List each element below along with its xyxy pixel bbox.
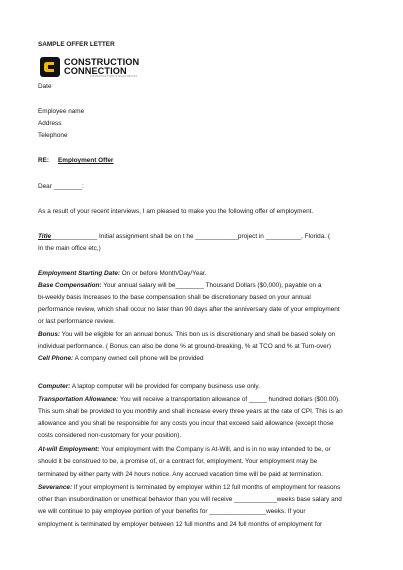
company-logo: [38, 56, 166, 78]
compensation-line-2: bi-weekly basis Increases to the base compensation shall be discretionary based on your annual: [38, 294, 311, 301]
salutation: Dear ________:: [38, 183, 84, 190]
bonus-line: [38, 331, 335, 339]
transportation-line-3: allowance and you shall be responsible for any costs you incur that exceed said allowance (except those: [38, 420, 334, 427]
document-heading: SAMPLE OFFER LETTER: [38, 41, 115, 48]
compensation-label: Base Compensation:: [38, 282, 102, 289]
compensation-line: [38, 282, 321, 290]
transportation-line: [38, 396, 340, 404]
compensation-text: Your annual salary will be________ Thousand Dollars ($0,000), payable on a: [101, 282, 322, 289]
at-will-label: At-will Employment:: [38, 446, 100, 453]
employee-name-line: Employee name: [38, 108, 85, 115]
start-date-text: On or before Month/Day/Year.: [120, 270, 207, 277]
severance-line-3: we will continue to pay employee portion of your benefits for ________________weeks. If your: [38, 508, 306, 515]
title-line-2: In the main office etc,): [38, 245, 101, 252]
logo-text-line2: CONNECTION: [64, 66, 127, 76]
re-line: [38, 157, 113, 165]
cell-phone-label: Cell Phone:: [38, 355, 74, 362]
severance-text: If your employment is terminated by employer within 12 full months of employment for reasons: [72, 484, 341, 491]
at-will-line: [38, 446, 331, 454]
bonus-label: Bonus:: [38, 331, 61, 338]
severance-line-4: employment is terminated by employer between 12 full months and 24 full months of employment for: [38, 521, 323, 528]
severance-line: [38, 484, 340, 492]
intro-paragraph: As a result of your recent interviews, I am pleased to make you the following offer of employment.: [38, 208, 314, 215]
compensation-line-4: or last performance review.: [38, 318, 115, 325]
start-date-line: [38, 270, 206, 278]
start-date-label: Employment Starting Date:: [38, 270, 121, 277]
computer-text: A laptop computer will be provided for company business use only.: [70, 383, 260, 390]
at-will-line-2: should it be construed to be, a promise of, or a contract for, employment. Your employment may be: [38, 458, 318, 465]
re-label: RE:: [38, 157, 50, 164]
compensation-line-3: performance review, which shall occur no later than 90 days after the anniversary date of your employment: [38, 306, 340, 313]
logo-text-line1: CONSTRUCTION: [64, 57, 140, 67]
title-text: _____________ Initial assignment shall be on t he ____________project in __________, Florida. (: [51, 233, 330, 240]
title-label: Title: [38, 233, 52, 240]
severance-label: Severance:: [38, 484, 73, 491]
at-will-line-3: terminated by either party with 24 hours notice. Any accrued vacation time will be paid at termination.: [38, 471, 323, 478]
telephone-line: Telephone: [38, 132, 68, 139]
bonus-text: You will be eligible for an annual bonus. This bon us is discretionary and shall be based solely on: [60, 331, 336, 338]
transportation-line-4: costs considered non-customary for your position).: [38, 432, 182, 439]
date-line: Date: [38, 83, 52, 90]
computer-label: Computer:: [38, 383, 71, 390]
transportation-text: You will receive a transportation allowance of _____ hundred dollars ($00.00).: [118, 396, 340, 403]
construction-connection-logo-icon: [40, 57, 60, 77]
transportation-line-2: This sum shall be provided to you monthly and shall increase every three years at the rate of CPI. This is an: [38, 408, 343, 415]
re-subject: Employment Offer: [58, 157, 114, 164]
address-line: Address: [38, 120, 62, 127]
computer-line: [38, 383, 260, 391]
cell-phone-text: A company owned cell phone will be provided: [73, 355, 204, 362]
bonus-line-2: individual performance. ( Bonus can also be done % at ground-breaking, % at TCO and % at Turn-over): [38, 343, 331, 350]
cell-phone-line: [38, 355, 204, 363]
transportation-label: Transportation Allowance:: [38, 396, 119, 403]
severance-line-2: other than insubordination or unethical behavior than you will receive ____________weeks base salary and: [38, 496, 342, 503]
logo-tagline: CONSTRUCTION & ELECTRICAL: [90, 75, 138, 78]
at-will-text: Your employment with the Company is At-Will, and is in no way intended to be, or: [99, 446, 331, 453]
title-line: [38, 233, 330, 241]
